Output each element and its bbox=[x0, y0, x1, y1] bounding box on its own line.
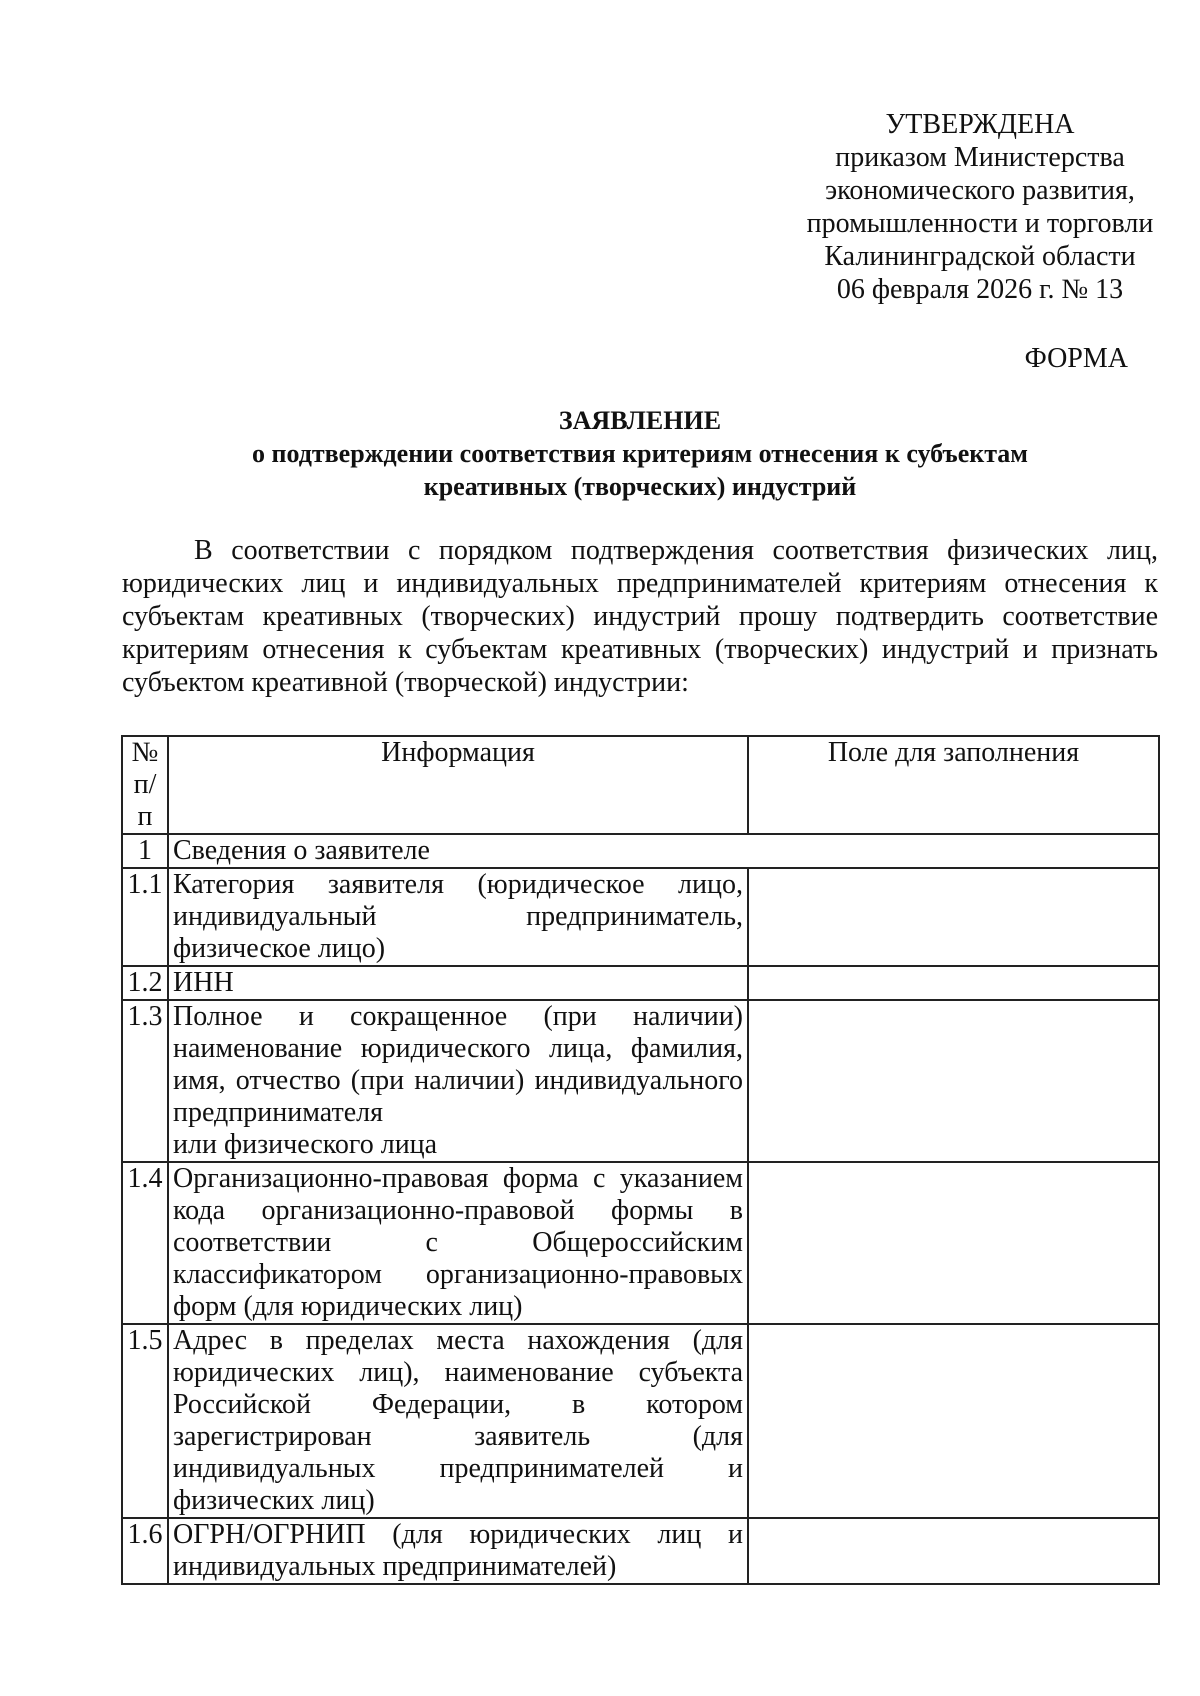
intro-paragraph: В соответствии с порядком подтверждения соответствия физических лиц, юридических лиц и индивидуальных предпринимателей критериям отнесения к субъектам креативных (творческих) индустрий прошу подтвердить соответствие критериям отнесения к субъектам креативных (творческих) индустрий и признать субъектом креативной (творческой) индустрии: bbox=[122, 535, 1158, 698]
row-number: 1.4 bbox=[122, 1162, 168, 1324]
header-information: Информация bbox=[168, 736, 748, 834]
fill-field-cell[interactable] bbox=[748, 1000, 1159, 1162]
approval-line: экономического развития, bbox=[825, 175, 1135, 206]
row-info-cell bbox=[168, 1000, 748, 1162]
approval-line: приказом Министерства bbox=[835, 142, 1125, 173]
row-number: 1.6 bbox=[122, 1518, 168, 1584]
row-number: 1.1 bbox=[122, 868, 168, 966]
title-main: ЗАЯВЛЕНИЕ bbox=[558, 406, 722, 435]
row-info: ОГРН/ОГРНИП (для юридических лиц и индивидуальных предпринимателей) bbox=[168, 1518, 748, 1584]
fill-field-cell[interactable] bbox=[748, 1518, 1159, 1584]
header-number-sign: № bbox=[131, 737, 159, 768]
approval-line: УТВЕРЖДЕНА bbox=[885, 109, 1075, 140]
fill-field-cell[interactable] bbox=[748, 1324, 1159, 1518]
row-info: Адрес в пределах места нахождения (для юридических лиц), наименование субъекта Российской Федерации, в котором зарегистрирован заявитель (для индивидуальных предпринимателей и физических лиц) bbox=[168, 1324, 748, 1518]
title-line: креативных (творческих) индустрий bbox=[423, 472, 857, 501]
table-row bbox=[122, 966, 1159, 1000]
table-row bbox=[122, 1000, 1159, 1162]
row-number: 1.2 bbox=[122, 966, 168, 1000]
header-number-pp: п/п bbox=[133, 769, 157, 832]
approval-stamp-block bbox=[780, 108, 1180, 306]
applicant-info-table bbox=[121, 735, 1160, 1585]
fill-field-cell[interactable] bbox=[748, 868, 1159, 966]
row-number: 1.3 bbox=[122, 1000, 168, 1162]
form-label: ФОРМА bbox=[1024, 343, 1128, 374]
document-title bbox=[120, 404, 1160, 503]
table-row bbox=[122, 1162, 1159, 1324]
fill-field-cell[interactable] bbox=[748, 1162, 1159, 1324]
title-line: о подтверждении соответствия критериям отнесения к субъектам bbox=[251, 439, 1029, 468]
header-number bbox=[122, 736, 168, 834]
table-header-row bbox=[122, 736, 1159, 834]
approval-line: 06 февраля 2026 г. № 13 bbox=[836, 274, 1124, 305]
fill-field-cell[interactable] bbox=[748, 966, 1159, 1000]
approval-line: Калининградской области bbox=[824, 241, 1136, 272]
table-row bbox=[122, 1324, 1159, 1518]
row-info: Категория заявителя (юридическое лицо, индивидуальный предприниматель, физическое лицо) bbox=[168, 868, 748, 966]
row-info: Организационно-правовая форма с указанием кода организационно-правовой формы в соответствии с Общероссийским классификатором организационно-правовых форм (для юридических лиц) bbox=[168, 1162, 748, 1324]
table-row bbox=[122, 868, 1159, 966]
table-row bbox=[122, 1518, 1159, 1584]
section-row bbox=[122, 834, 1159, 868]
section-label: Сведения о заявителе bbox=[168, 834, 1159, 868]
approval-line: промышленности и торговли bbox=[806, 208, 1154, 239]
section-number: 1 bbox=[122, 834, 168, 868]
row-number: 1.5 bbox=[122, 1324, 168, 1518]
row-info: ИНН bbox=[168, 966, 748, 1000]
header-fill-field: Поле для заполнения bbox=[748, 736, 1159, 834]
row-info-tail: или физического лица bbox=[173, 1129, 438, 1160]
row-info: Полное и сокращенное (при наличии) наименование юридического лица, фамилия, имя, отчество (при наличии) индивидуального предпринимателя bbox=[173, 1001, 743, 1128]
